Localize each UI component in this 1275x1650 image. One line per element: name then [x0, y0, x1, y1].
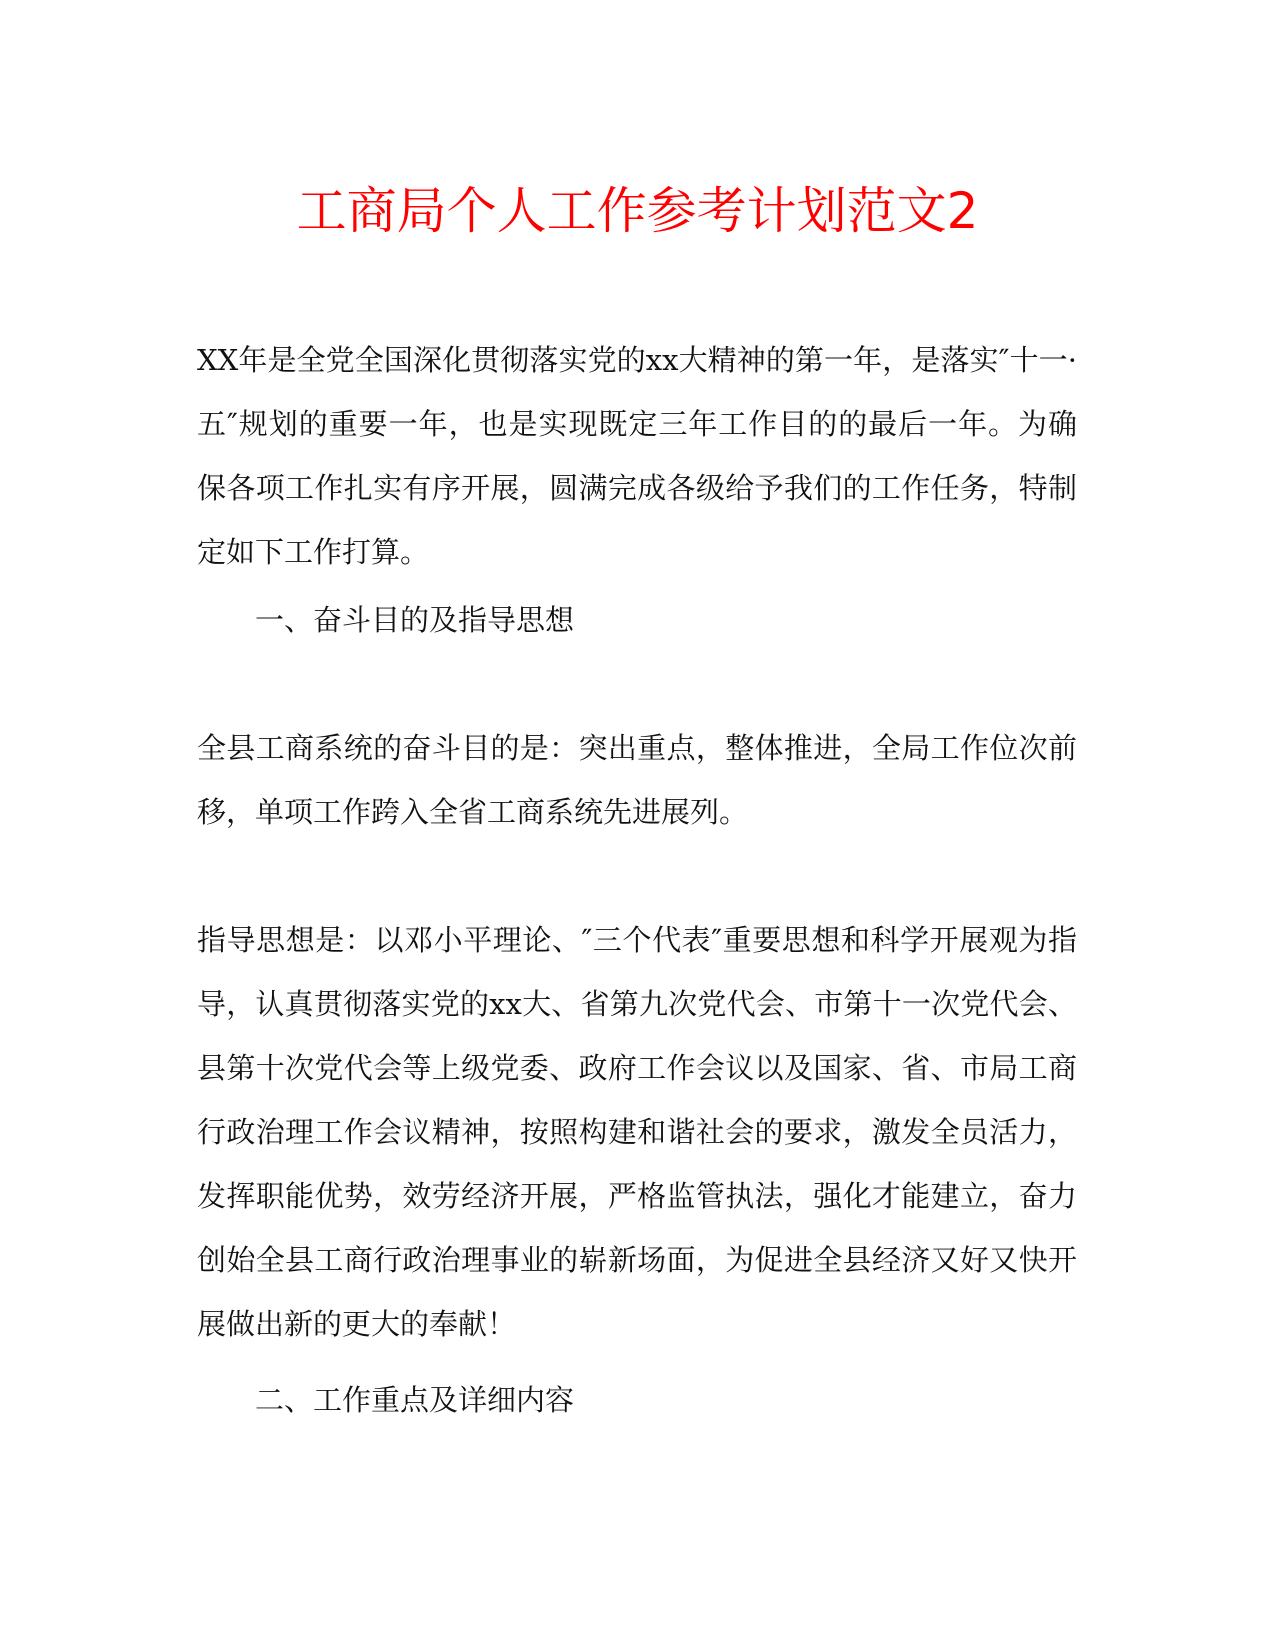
- guiding-thought-paragraph: 指导思想是：以邓小平理论、″三个代表″重要思想和科学开展观为指导，认真贯彻落实党的xx大、省第九次党代会、市第十一次党代会、县第十次党代会等上级党委、政府工作会议以及国家、省、市局工商行政治理工作会议精神，按照构建和谐社会的要求，激发全员活力，发挥职能优势，效劳经济开展，严格监管执法，强化才能建立，奋力创始全县工商行政治理事业的崭新场面，为促进全县经济又好又快开展做出新的更大的奉献！: [197, 923, 1077, 1341]
- goals-paragraph: 全县工商系统的奋斗目的是：突出重点，整体推进，全局工作位次前移，单项工作跨入全省工商系统先进展列。: [197, 731, 1077, 829]
- document-title: 工商局个人工作参考计划范文2: [296, 182, 979, 240]
- intro-paragraph: XX年是全党全国深化贯彻落实党的xx大精神的第一年，是落实″十一·五″规划的重要一年，也是实现既定三年工作目的的最后一年。为确保各项工作扎实有序开展，圆满完成各级给予我们的工作任务，特制定如下工作打算。: [197, 343, 1077, 569]
- section-heading-goals: 一、奋斗目的及指导思想: [255, 603, 575, 637]
- section-heading-key-work: 二、工作重点及详细内容: [255, 1383, 575, 1417]
